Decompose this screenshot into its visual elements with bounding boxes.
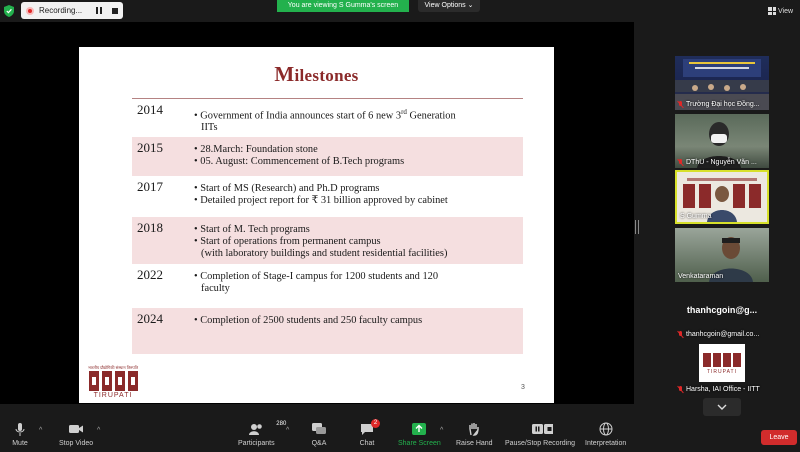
slide-title-initial: M <box>274 62 295 86</box>
pause-recording-label: Pause/Stop Recording <box>505 440 576 447</box>
globe-icon <box>598 422 614 436</box>
raise-hand-label: Raise Hand <box>456 440 493 447</box>
milestone-bullets <box>194 224 519 260</box>
presentation-slide <box>79 47 554 403</box>
participants-options-caret-icon[interactable]: ^ <box>286 427 290 434</box>
milestone-line: • Start of M. Tech programs <box>194 224 310 235</box>
milestone-year: 2014 <box>137 102 163 117</box>
milestone-year: 2015 <box>137 140 163 155</box>
recording-controls-icon <box>527 422 553 436</box>
milestones-table <box>132 98 523 353</box>
share-screen-button[interactable] <box>398 422 444 447</box>
milestone-bullets <box>194 106 519 134</box>
meeting-toolbar <box>0 418 800 452</box>
stop-icon <box>112 8 118 14</box>
participant-name <box>678 331 759 338</box>
slide-page-number: 3 <box>521 384 525 391</box>
milestone-row <box>132 308 523 354</box>
participant-name <box>678 273 723 280</box>
qa-button[interactable] <box>311 422 327 447</box>
participant-name-text: S Gumma <box>680 213 712 220</box>
milestone-bullets <box>194 183 519 207</box>
participant-avatar-logo <box>699 344 745 382</box>
participant-tile[interactable] <box>675 114 769 168</box>
mic-muted-icon <box>678 331 684 338</box>
mute-button[interactable] <box>12 422 28 447</box>
microphone-icon <box>12 422 28 436</box>
grid-view-icon <box>768 7 776 15</box>
share-screen-label: Share Screen <box>398 440 441 447</box>
recording-label: Recording... <box>39 6 83 15</box>
share-options-caret-icon[interactable]: ^ <box>440 427 444 434</box>
participant-name <box>678 101 760 108</box>
slide-title <box>79 62 554 87</box>
milestone-row <box>132 217 523 264</box>
chevron-down-icon: ⌄ <box>467 2 474 9</box>
mic-muted-icon <box>678 101 684 108</box>
logo-pillars-icon <box>84 371 142 391</box>
video-options-caret-icon[interactable]: ^ <box>97 427 101 434</box>
mic-muted-icon <box>678 159 684 166</box>
milestone-bullets <box>194 315 519 327</box>
milestone-row <box>132 137 523 176</box>
logo-hindi-text: भारतीय प्रौद्योगिकी संस्थान तिरुपति <box>87 365 138 370</box>
chat-label: Chat <box>359 440 375 447</box>
shared-screen-area <box>0 22 634 404</box>
avatar-logo-text: TIRUPATI <box>706 369 738 375</box>
chat-button[interactable] <box>359 420 378 447</box>
view-options-button[interactable] <box>418 0 480 12</box>
participant-name <box>678 386 760 393</box>
participant-big-label: thanhcgoin@g... <box>686 305 758 315</box>
raise-hand-icon <box>466 422 482 436</box>
pause-icon <box>96 7 102 14</box>
panel-resize-handle[interactable] <box>635 220 639 234</box>
milestone-line-continuation: (with laboratory buildings and student residential facilities) <box>201 248 448 259</box>
milestone-row <box>132 176 523 217</box>
stop-video-label: Stop Video <box>59 440 94 447</box>
shield-icon[interactable] <box>4 5 14 17</box>
slide-title-rest: ilestones <box>294 66 359 85</box>
participant-name-text: DThU - Nguyễn Văn ... <box>686 159 757 166</box>
participant-tile[interactable] <box>675 341 769 395</box>
milestone-year: 2022 <box>137 267 163 282</box>
chat-icon <box>359 420 378 436</box>
participant-tile[interactable] <box>675 286 769 340</box>
raise-hand-button[interactable] <box>456 422 493 447</box>
milestone-line: • 28.March: Foundation stone <box>194 144 318 155</box>
milestone-bullets <box>194 271 519 295</box>
stop-recording-button[interactable] <box>109 5 121 17</box>
milestone-row <box>132 264 523 308</box>
participants-count: 280 <box>276 421 287 427</box>
participant-name-text: thanhcgoin@gmail.co... <box>686 331 760 338</box>
share-screen-icon <box>411 422 427 436</box>
milestone-row <box>132 99 523 137</box>
chevron-down-icon <box>717 404 727 410</box>
milestone-line: • Detailed project report for ₹ 31 billion approved by cabinet <box>194 195 448 206</box>
chat-unread-badge: 2 <box>371 419 380 428</box>
stop-video-button[interactable] <box>59 422 93 447</box>
milestone-line-continuation: IITs <box>201 122 218 134</box>
milestone-line: • Completion of 2500 students and 250 faculty campus <box>194 315 423 326</box>
view-options-label: View Options <box>424 2 466 9</box>
interpretation-button[interactable] <box>585 422 626 447</box>
milestone-year: 2017 <box>137 179 163 194</box>
gallery-scroll-down-button[interactable] <box>703 398 741 416</box>
view-label: View <box>778 7 794 15</box>
participant-tile[interactable] <box>675 56 769 110</box>
milestone-bullets <box>194 144 519 168</box>
iit-tirupati-logo <box>84 365 142 403</box>
milestone-line: • 05. August: Commencement of B.Tech programs <box>194 156 405 167</box>
milestone-line: • Start of operations from permanent campus <box>194 236 381 247</box>
participant-name <box>678 159 757 166</box>
view-button[interactable] <box>768 4 798 18</box>
recording-dot-icon <box>26 7 34 15</box>
milestone-year: 2024 <box>137 311 163 326</box>
participants-icon <box>248 421 287 436</box>
interpretation-label: Interpretation <box>585 440 627 447</box>
participants-label: Participants <box>238 440 275 447</box>
viewing-banner: You are viewing S Gumma's screen <box>277 0 409 12</box>
participant-name-text: Venkataraman <box>678 273 724 280</box>
milestone-line: • Government of India announces start of 6 new 3rd Generation <box>194 108 456 122</box>
milestone-line: • Completion of Stage-I campus for 1200 students and 120 <box>194 271 439 282</box>
participant-name-text: Harsha, IAI Office - IITT <box>686 386 760 393</box>
participant-name <box>680 213 712 220</box>
participant-tile[interactable] <box>675 228 769 282</box>
qa-icon <box>311 422 327 436</box>
mic-muted-icon <box>678 386 684 393</box>
mute-options-caret-icon[interactable]: ^ <box>39 427 43 434</box>
logo-english-text: TIRUPATI <box>93 392 133 399</box>
milestone-line-continuation: faculty <box>201 283 230 294</box>
participant-name-text: Trường Đại học Đồng... <box>686 101 760 108</box>
milestone-year: 2018 <box>137 220 163 235</box>
leave-button[interactable]: Leave <box>761 430 797 445</box>
pause-stop-recording-button[interactable] <box>505 422 575 447</box>
video-camera-icon <box>68 422 84 436</box>
mute-label: Mute <box>12 440 28 447</box>
top-bar <box>0 0 800 22</box>
milestone-line: • Start of MS (Research) and Ph.D programs <box>194 183 380 194</box>
participants-button[interactable] <box>238 421 287 447</box>
participant-tile-active-speaker[interactable] <box>675 170 769 224</box>
qa-label: Q&A <box>311 440 327 447</box>
recording-indicator <box>21 2 123 19</box>
pause-recording-button[interactable] <box>93 5 105 17</box>
